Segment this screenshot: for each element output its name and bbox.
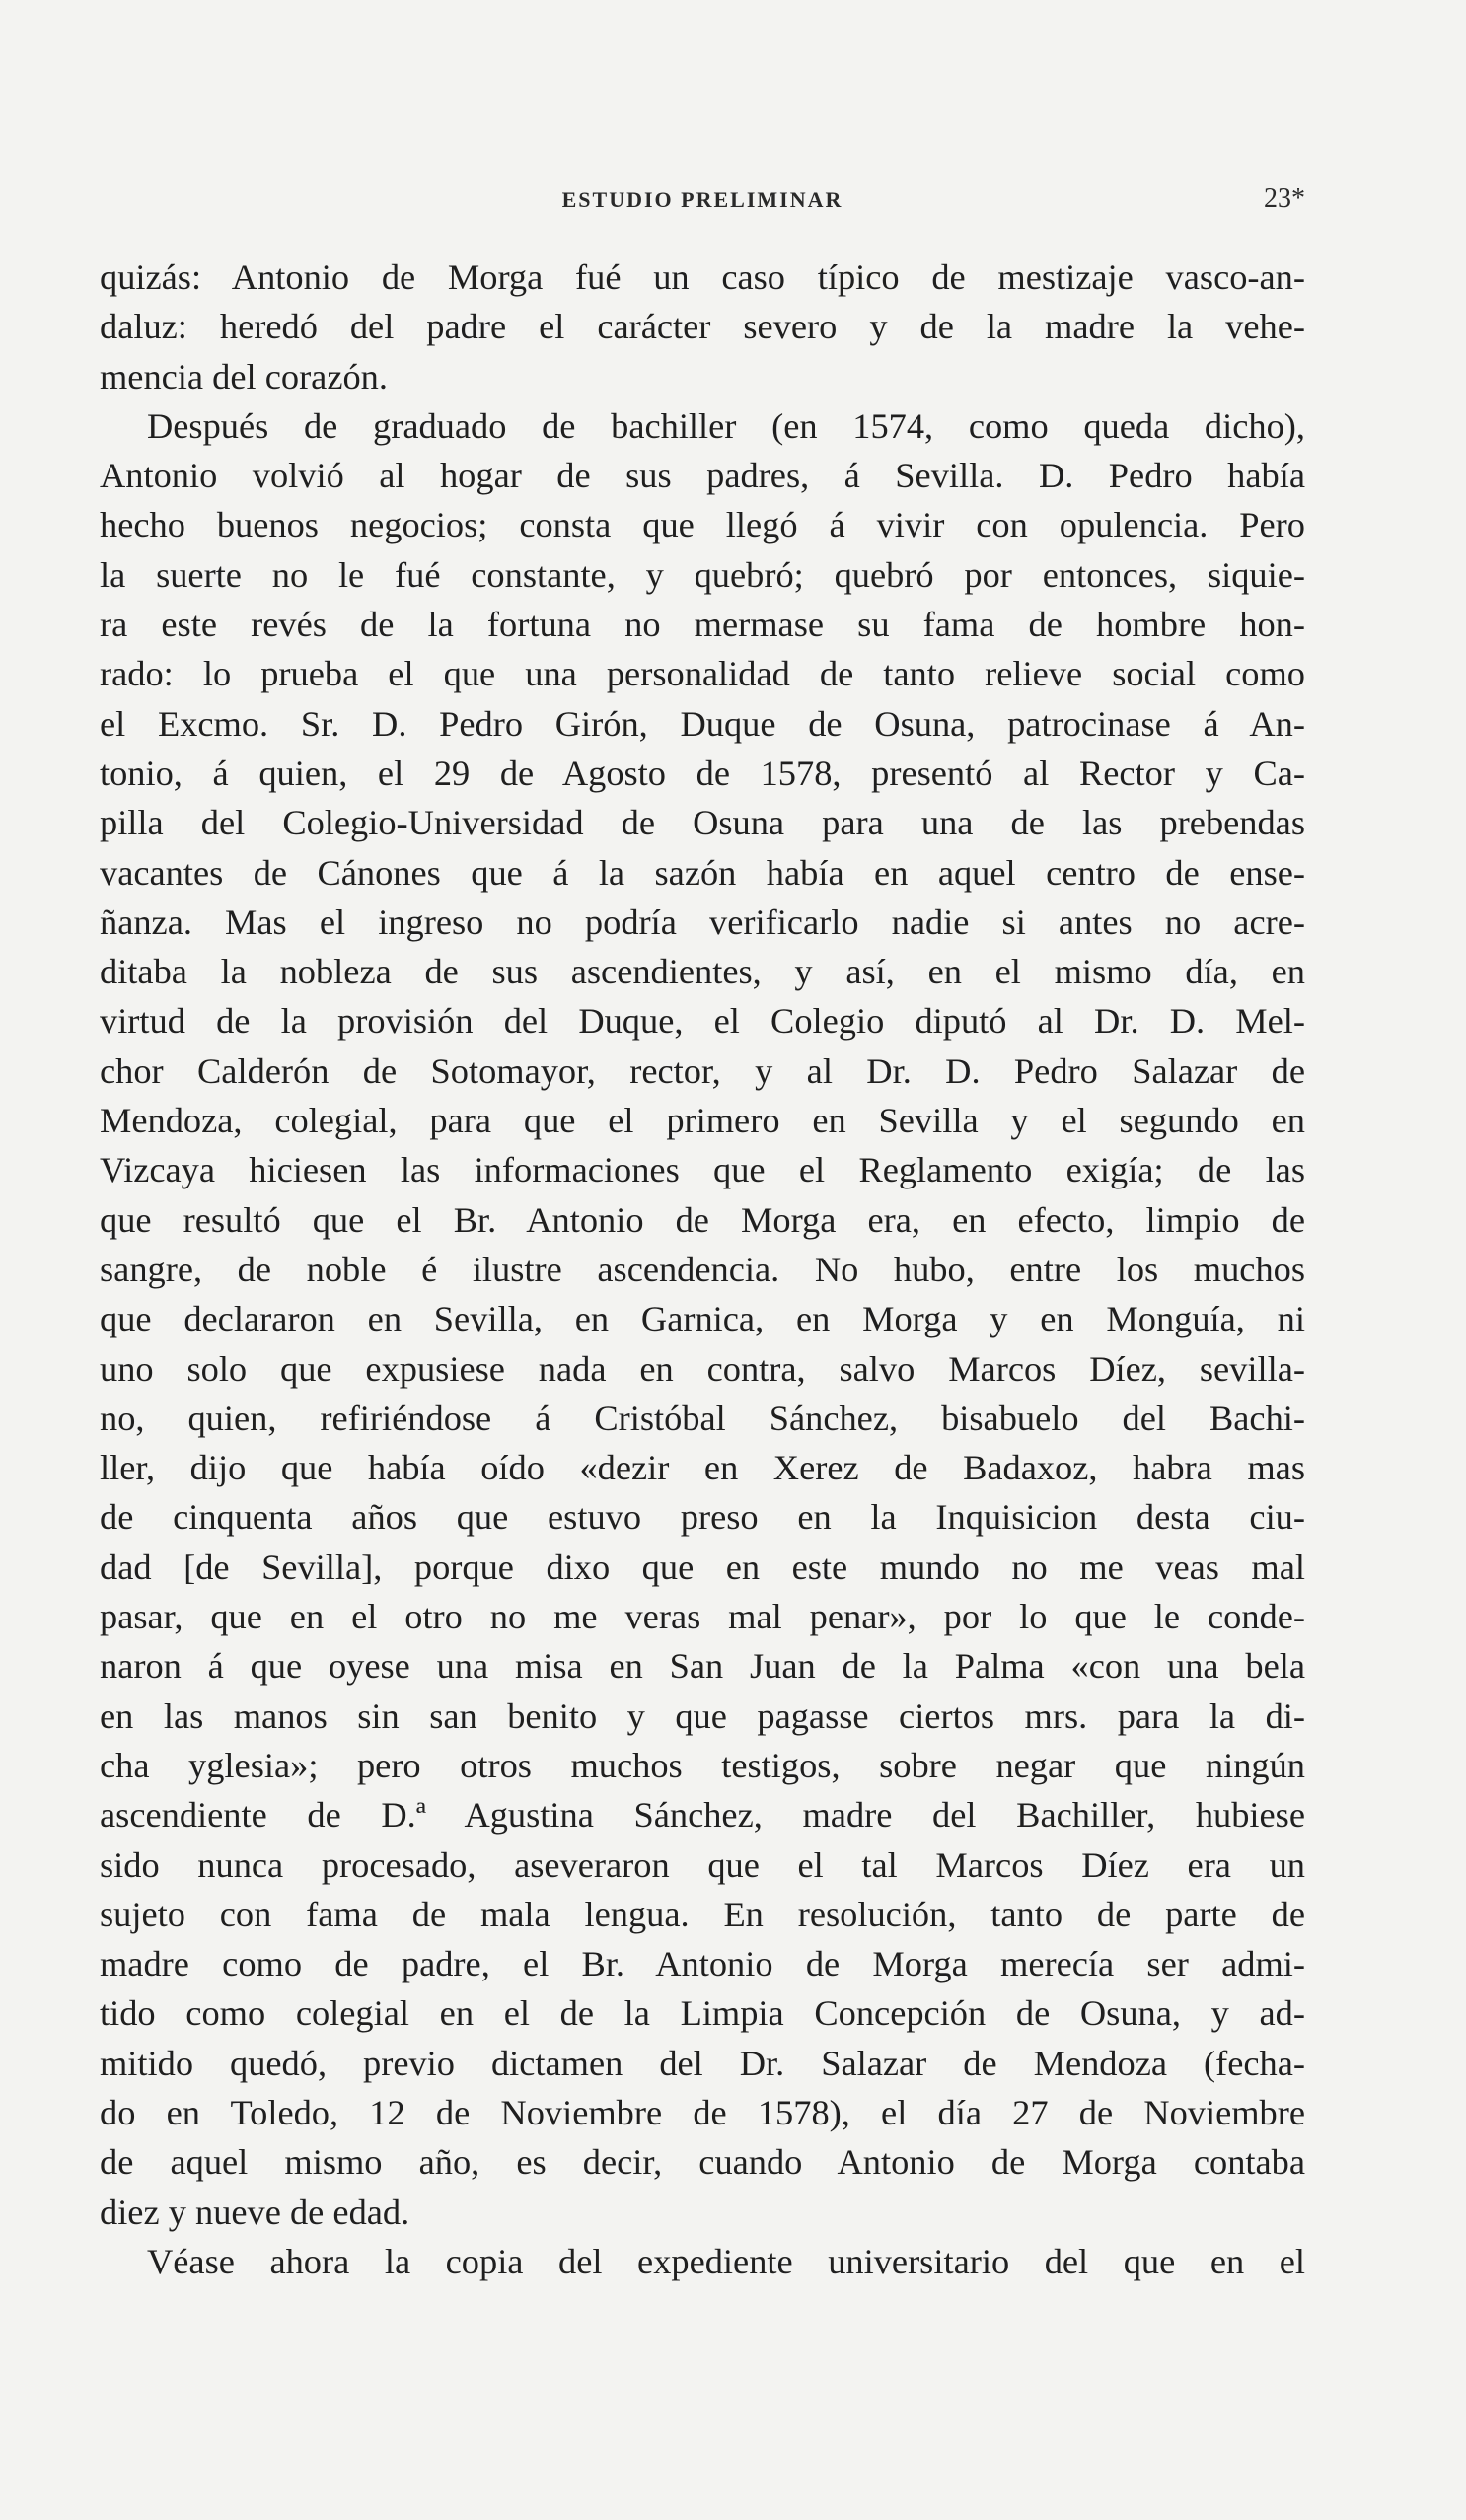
- text-line: Antonio volvió al hogar de sus padres, á Sevilla. D. Pedro había: [100, 456, 1305, 496]
- text-line: cha yglesia»; pero otros muchos testigos, sobre negar que ningún: [100, 1745, 1305, 1785]
- text-line: que resultó que el Br. Antonio de Morga era, en efecto, limpio de: [100, 1199, 1305, 1240]
- text-line: ñanza. Mas el ingreso no podría verificarlo nadie si antes no acre-: [100, 901, 1305, 942]
- text-line: hecho buenos negocios; consta que llegó á vivir con opulencia. Pero: [100, 505, 1305, 545]
- text-line: Mendoza, colegial, para que el primero en Sevilla y el segundo en: [100, 1101, 1305, 1141]
- text-line: pasar, que en el otro no me veras mal penar», por lo que le conde-: [100, 1597, 1305, 1637]
- text-line: ascendiente de D.ª Agustina Sánchez, madre del Bachiller, hubiese: [100, 1795, 1305, 1836]
- text-line: de aquel mismo año, es decir, cuando Antonio de Morga contaba: [100, 2142, 1305, 2183]
- text-line: la suerte no le fué constante, y quebró; quebró por entonces, siquie-: [100, 554, 1305, 595]
- running-title: ESTUDIO PRELIMINAR: [561, 187, 843, 212]
- text-line: en las manos sin san benito y que pagasse ciertos mrs. para la di-: [100, 1695, 1305, 1736]
- text-line: rado: lo prueba el que una personalidad de tanto relieve social como: [100, 654, 1305, 694]
- text-line: ditaba la nobleza de sus ascendientes, y así, en el mismo día, en: [100, 952, 1305, 992]
- text-line: quizás: Antonio de Morga fué un caso típico de mestizaje vasco-an-: [100, 257, 1305, 297]
- text-line: Vizcaya hiciesen las informaciones que el Reglamento exigía; de las: [100, 1150, 1305, 1190]
- text-line: vacantes de Cánones que á la sazón había en aquel centro de ense-: [100, 852, 1305, 893]
- text-line: Véase ahora la copia del expediente universitario del que en el: [147, 2241, 1305, 2281]
- text-line: tonio, á quien, el 29 de Agosto de 1578, presentó al Rector y Ca-: [100, 753, 1305, 793]
- text-line: sujeto con fama de mala lengua. En resolución, tanto de parte de: [100, 1894, 1305, 1934]
- text-line: chor Calderón de Sotomayor, rector, y al Dr. D. Pedro Salazar de: [100, 1050, 1305, 1091]
- text-line: madre como de padre, el Br. Antonio de Morga merecía ser admi-: [100, 1944, 1305, 1984]
- text-line: de cinquenta años que estuvo preso en la Inquisicion desta ciu-: [100, 1497, 1305, 1538]
- text-line: ller, dijo que había oído «dezir en Xerez de Badaxoz, habra mas: [100, 1448, 1305, 1488]
- text-line: mencia del corazón.: [100, 356, 388, 396]
- text-line: tido como colegial en el de la Limpia Concepción de Osuna, y ad-: [100, 1993, 1305, 2034]
- text-line: ra este revés de la fortuna no mermase su fama de hombre hon-: [100, 605, 1305, 645]
- text-line: dad [de Sevilla], porque dixo que en este mundo no me veas mal: [100, 1547, 1305, 1587]
- text-line: diez y nueve de edad.: [100, 2192, 410, 2232]
- text-line: que declararon en Sevilla, en Garnica, en Morga y en Monguía, ni: [100, 1299, 1305, 1339]
- text-line: naron á que oyese una misa en San Juan de la Palma «con una bela: [100, 1646, 1305, 1687]
- text-line: virtud de la provisión del Duque, el Colegio diputó al Dr. D. Mel-: [100, 1001, 1305, 1042]
- text-line: sido nunca procesado, aseveraron que el tal Marcos Díez era un: [100, 1844, 1305, 1885]
- text-line: uno solo que expusiese nada en contra, salvo Marcos Díez, sevilla-: [100, 1348, 1305, 1389]
- page-header: [100, 183, 1305, 227]
- page-number: 23*: [1264, 183, 1305, 214]
- text-line: pilla del Colegio-Universidad de Osuna para una de las prebendas: [100, 803, 1305, 843]
- text-line: Después de graduado de bachiller (en 1574, como queda dicho),: [147, 405, 1305, 446]
- text-line: daluz: heredó del padre el carácter severo y de la madre la vehe-: [100, 307, 1305, 347]
- text-line: mitido quedó, previo dictamen del Dr. Salazar de Mendoza (fecha-: [100, 2043, 1305, 2083]
- text-line: do en Toledo, 12 de Noviembre de 1578), el día 27 de Noviembre: [100, 2092, 1305, 2132]
- text-line: no, quien, refiriéndose á Cristóbal Sánchez, bisabuelo del Bachi-: [100, 1398, 1305, 1438]
- text-line: sangre, de noble é ilustre ascendencia. No hubo, entre los muchos: [100, 1249, 1305, 1289]
- text-line: el Excmo. Sr. D. Pedro Girón, Duque de Osuna, patrocinase á An-: [100, 703, 1305, 744]
- body-text: [100, 252, 1305, 2286]
